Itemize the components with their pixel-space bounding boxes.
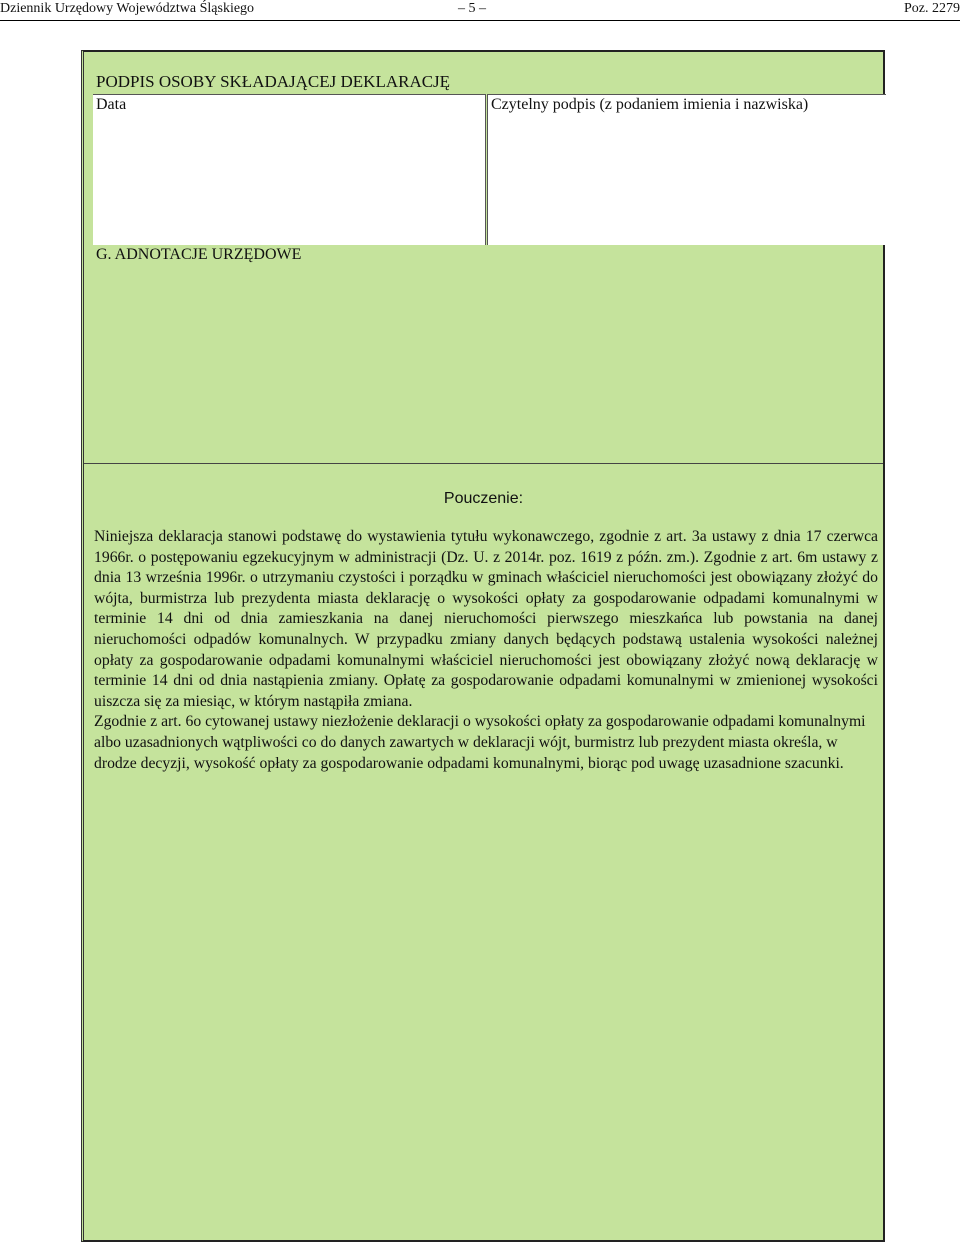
section-divider (84, 463, 883, 464)
notice-paragraph-1: Niniejsza deklaracja stanowi podstawę do wystawienia tytułu wykonawczego, zgodnie z art. 3a ustawy z dnia 17 czerwca 1966r. o postępowaniu egzekucyjnym w administracji (Dz. U. z 2014r. poz. 1619 z późn. zm.). Zgodnie z art. 6m ustawy z dnia 13 września 1996r. o utrzymaniu czystości i porządku w gminach właściciel nieruchomości jest obowiązany złożyć do wójta, burmistrza lub prezydenta miasta deklarację o wysokości opłaty za gospodarowanie odpadami komunalnymi w terminie 14 dni od dnia zamieszkania na danej nieruchomości pierwszego mieszkańca lub powstania na danej nieruchomości odpadów komunalnych. W przypadku zmiany danych będących podstawą ustalenia wysokości należnej opłaty za gospodarowanie odpadami komunalnymi właściciel nieruchomości jest obowiązany złożyć nową deklarację w terminie 14 dni od dnia nastąpienia zmiany. Opłatę za gospodarowanie odpadami komunalnymi w zmienionej wysokości uiszcza się za miesiąc, w którym nastąpiła zmiana. (94, 528, 878, 710)
position-number: Poz. 2279 (904, 1, 960, 16)
signature-row (93, 94, 886, 245)
signature-section-title: PODPIS OSOBY SKŁADAJĄCEJ DEKLARACJĘ (96, 72, 451, 91)
notice-title: Pouczenie: (443, 490, 524, 507)
signature-field[interactable] (487, 94, 886, 245)
notice-body (94, 527, 878, 774)
publication-title: Dziennik Urzędowy Województwa Śląskiego (0, 1, 255, 16)
date-label: Data (96, 96, 127, 113)
page-header (0, 0, 960, 20)
official-annotations-title: G. ADNOTACJE URZĘDOWE (96, 246, 302, 263)
date-field[interactable] (93, 94, 486, 245)
page-number: – 5 – (458, 1, 486, 16)
header-divider (0, 20, 960, 21)
declaration-form (81, 50, 885, 1242)
notice-paragraph-2: Zgodnie z art. 6o cytowanej ustawy niezłożenie deklaracji o wysokości opłaty za gospodarowanie odpadami komunalnymi albo uzasadnionych wątpliwości co do danych zawartych w deklaracji wójt, burmistrz lub prezydent miasta określa, w drodze decyzji, wysokość opłaty za gospodarowanie odpadami komunalnymi, biorąc pod uwagę uzasadnione szacunki. (94, 713, 866, 772)
signature-label: Czytelny podpis (z podaniem imienia i nazwiska) (491, 96, 809, 113)
